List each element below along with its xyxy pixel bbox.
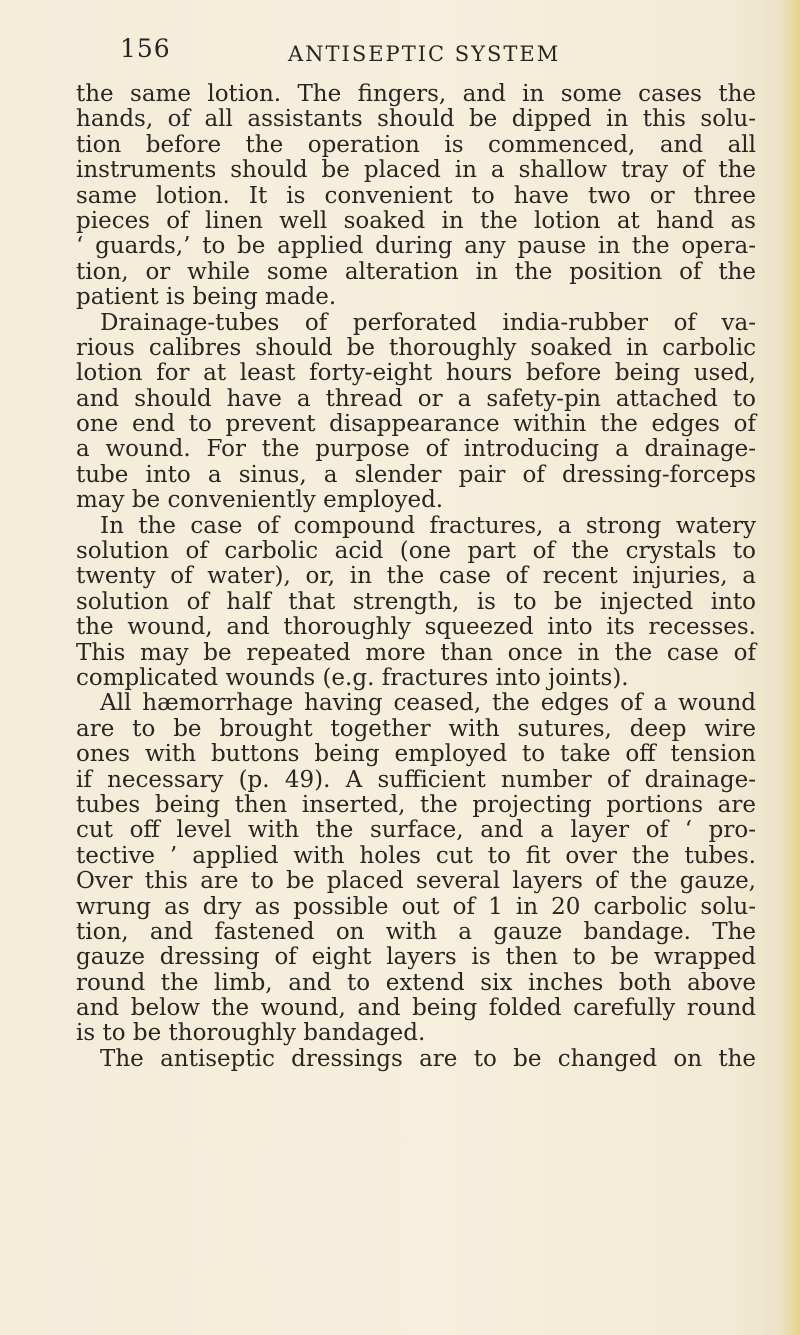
body-text — [76, 82, 756, 1072]
text-line: is to be thoroughly bandaged. — [76, 1020, 426, 1047]
text-line: cut off level with the surface, and a layer of ‘ pro- — [76, 817, 756, 844]
text-line: hands, of all assistants should be dipped in this solu- — [76, 106, 756, 133]
running-head-title: ANTISEPTIC SYSTEM — [288, 42, 561, 66]
text-line: the wound, and thoroughly squeezed into its recesses. — [76, 614, 756, 641]
text-line: tubes being then inserted, the projecting portions are — [76, 791, 756, 818]
text-line: ‘ guards,’ to be applied during any pause in the opera- — [76, 233, 756, 260]
text-line: may be conveniently employed. — [76, 487, 444, 514]
text-line: a wound. For the purpose of introducing a drainage- — [76, 436, 756, 463]
text-line: wrung as dry as possible out of 1 in 20 carbolic solu- — [76, 893, 756, 920]
page-number: 156 — [120, 34, 171, 63]
page-edge-shading — [778, 0, 800, 1335]
text-line: tion before the operation is commenced, and all — [76, 131, 756, 158]
text-line: and below the wound, and being folded carefully round — [76, 995, 756, 1022]
text-line: All hæmorrhage having ceased, the edges of a wound — [100, 690, 756, 717]
text-line: pieces of linen well soaked in the lotion at hand as — [76, 207, 756, 234]
text-line: In the case of compound fractures, a strong watery — [100, 512, 756, 539]
text-line: round the limb, and to extend six inches both above — [76, 969, 756, 996]
text-line: gauze dressing of eight layers is then to be wrapped — [76, 944, 756, 971]
text-line: lotion for at least forty-eight hours before being used, — [76, 360, 756, 387]
text-line: same lotion. It is convenient to have two or three — [76, 182, 756, 209]
text-line: solution of carbolic acid (one part of the crystals to — [76, 538, 756, 565]
text-line: ones with buttons being employed to take off tension — [76, 741, 756, 768]
text-line: instruments should be placed in a shallow tray of the — [76, 157, 756, 184]
text-line: solution of half that strength, is to be injected into — [76, 588, 756, 615]
text-line: complicated wounds (e.g. fractures into joints). — [76, 664, 629, 691]
text-line: and should have a thread or a safety-pin attached to — [76, 385, 756, 412]
text-line: one end to prevent disappearance within the edges of — [76, 411, 756, 438]
text-line: tube into a sinus, a slender pair of dressing-forceps — [76, 461, 756, 488]
text-line: patient is being made. — [76, 284, 337, 311]
text-line: twenty of water), or, in the case of recent injuries, a — [76, 563, 756, 590]
text-line: tion, and fastened on with a gauze bandage. The — [76, 918, 756, 945]
text-line: if necessary (p. 49). A sufficient number of drainage- — [76, 766, 756, 793]
text-line: rious calibres should be thoroughly soaked in carbolic — [76, 334, 756, 361]
text-line: The antiseptic dressings are to be changed on the — [100, 1045, 756, 1072]
text-line: the same lotion. The fingers, and in some cases the — [76, 81, 756, 107]
text-line: are to be brought together with sutures, deep wire — [76, 715, 756, 742]
text-line: tective ’ applied with holes cut to fit over the tubes. — [76, 842, 756, 869]
text-line: tion, or while some alteration in the position of the — [76, 258, 756, 285]
running-head — [0, 34, 800, 74]
text-line: This may be repeated more than once in the case of — [76, 639, 756, 666]
text-line: Over this are to be placed several layers of the gauze, — [76, 868, 756, 895]
text-line: Drainage-tubes of perforated india-rubber of va- — [100, 309, 756, 336]
